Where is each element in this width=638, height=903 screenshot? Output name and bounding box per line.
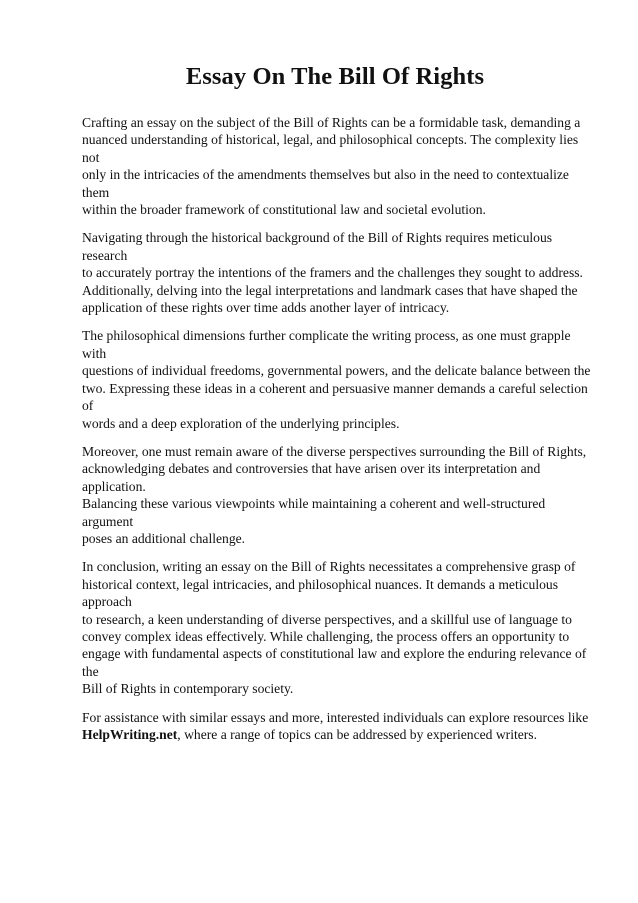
paragraph-2: Navigating through the historical background of the Bill of Rights requires meticulous research to accurately portray the intentions of the framers and the challenges they sought to address. Additionally, delving into the legal interpretations and landmark cases that have shaped the application of these rights over time adds another layer of intricacy. <box>82 230 583 316</box>
paragraph-4: Moreover, one must remain aware of the diverse perspectives surrounding the Bill of Rights, acknowledging debates and controversies that have arisen over its interpretation and application. Balancing these various viewpoints while maintaining a coherent and well-structured argument poses an additional challenge. <box>82 443 587 546</box>
paragraph-5: In conclusion, writing an essay on the Bill of Rights necessitates a comprehensive grasp of historical context, legal intricacies, and philosophical nuances. It demands a meticulous approach to research, a keen understanding of diverse perspectives, and a skillful use of language to convey complex ideas effectively. While challenging, the process offers an opportunity to engage with fundamental aspects of constitutional law and explore the enduring relevance of the Bill of Rights in contemporary society. <box>82 559 587 697</box>
helpwriting-link[interactable]: HelpWriting.net <box>82 727 178 742</box>
paragraph-1: Crafting an essay on the subject of the Bill of Rights can be a formidable task, demanding a nuanced understanding of historical, legal, and philosophical concepts. The complexity lies not only in the intricacies of the amendments themselves but also in the need to contextualize them within the broader framework of constitutional law and societal evolution. <box>82 115 581 218</box>
page-title: Essay On The Bill Of Rights <box>185 63 485 90</box>
closing-text-before: For assistance with similar essays and more, interested individuals can explore resources like <box>82 709 589 725</box>
closing-paragraph <box>82 709 592 744</box>
paragraph-3: The philosophical dimensions further complicate the writing process, as one must grapple with questions of individual freedoms, governmental powers, and the delicate balance between the two. Expressing these ideas in a coherent and persuasive manner demands a careful selection of words and a deep exploration of the underlying principles. <box>82 328 591 431</box>
closing-text-after: , where a range of topics can be addressed by experienced writers. <box>177 727 537 742</box>
